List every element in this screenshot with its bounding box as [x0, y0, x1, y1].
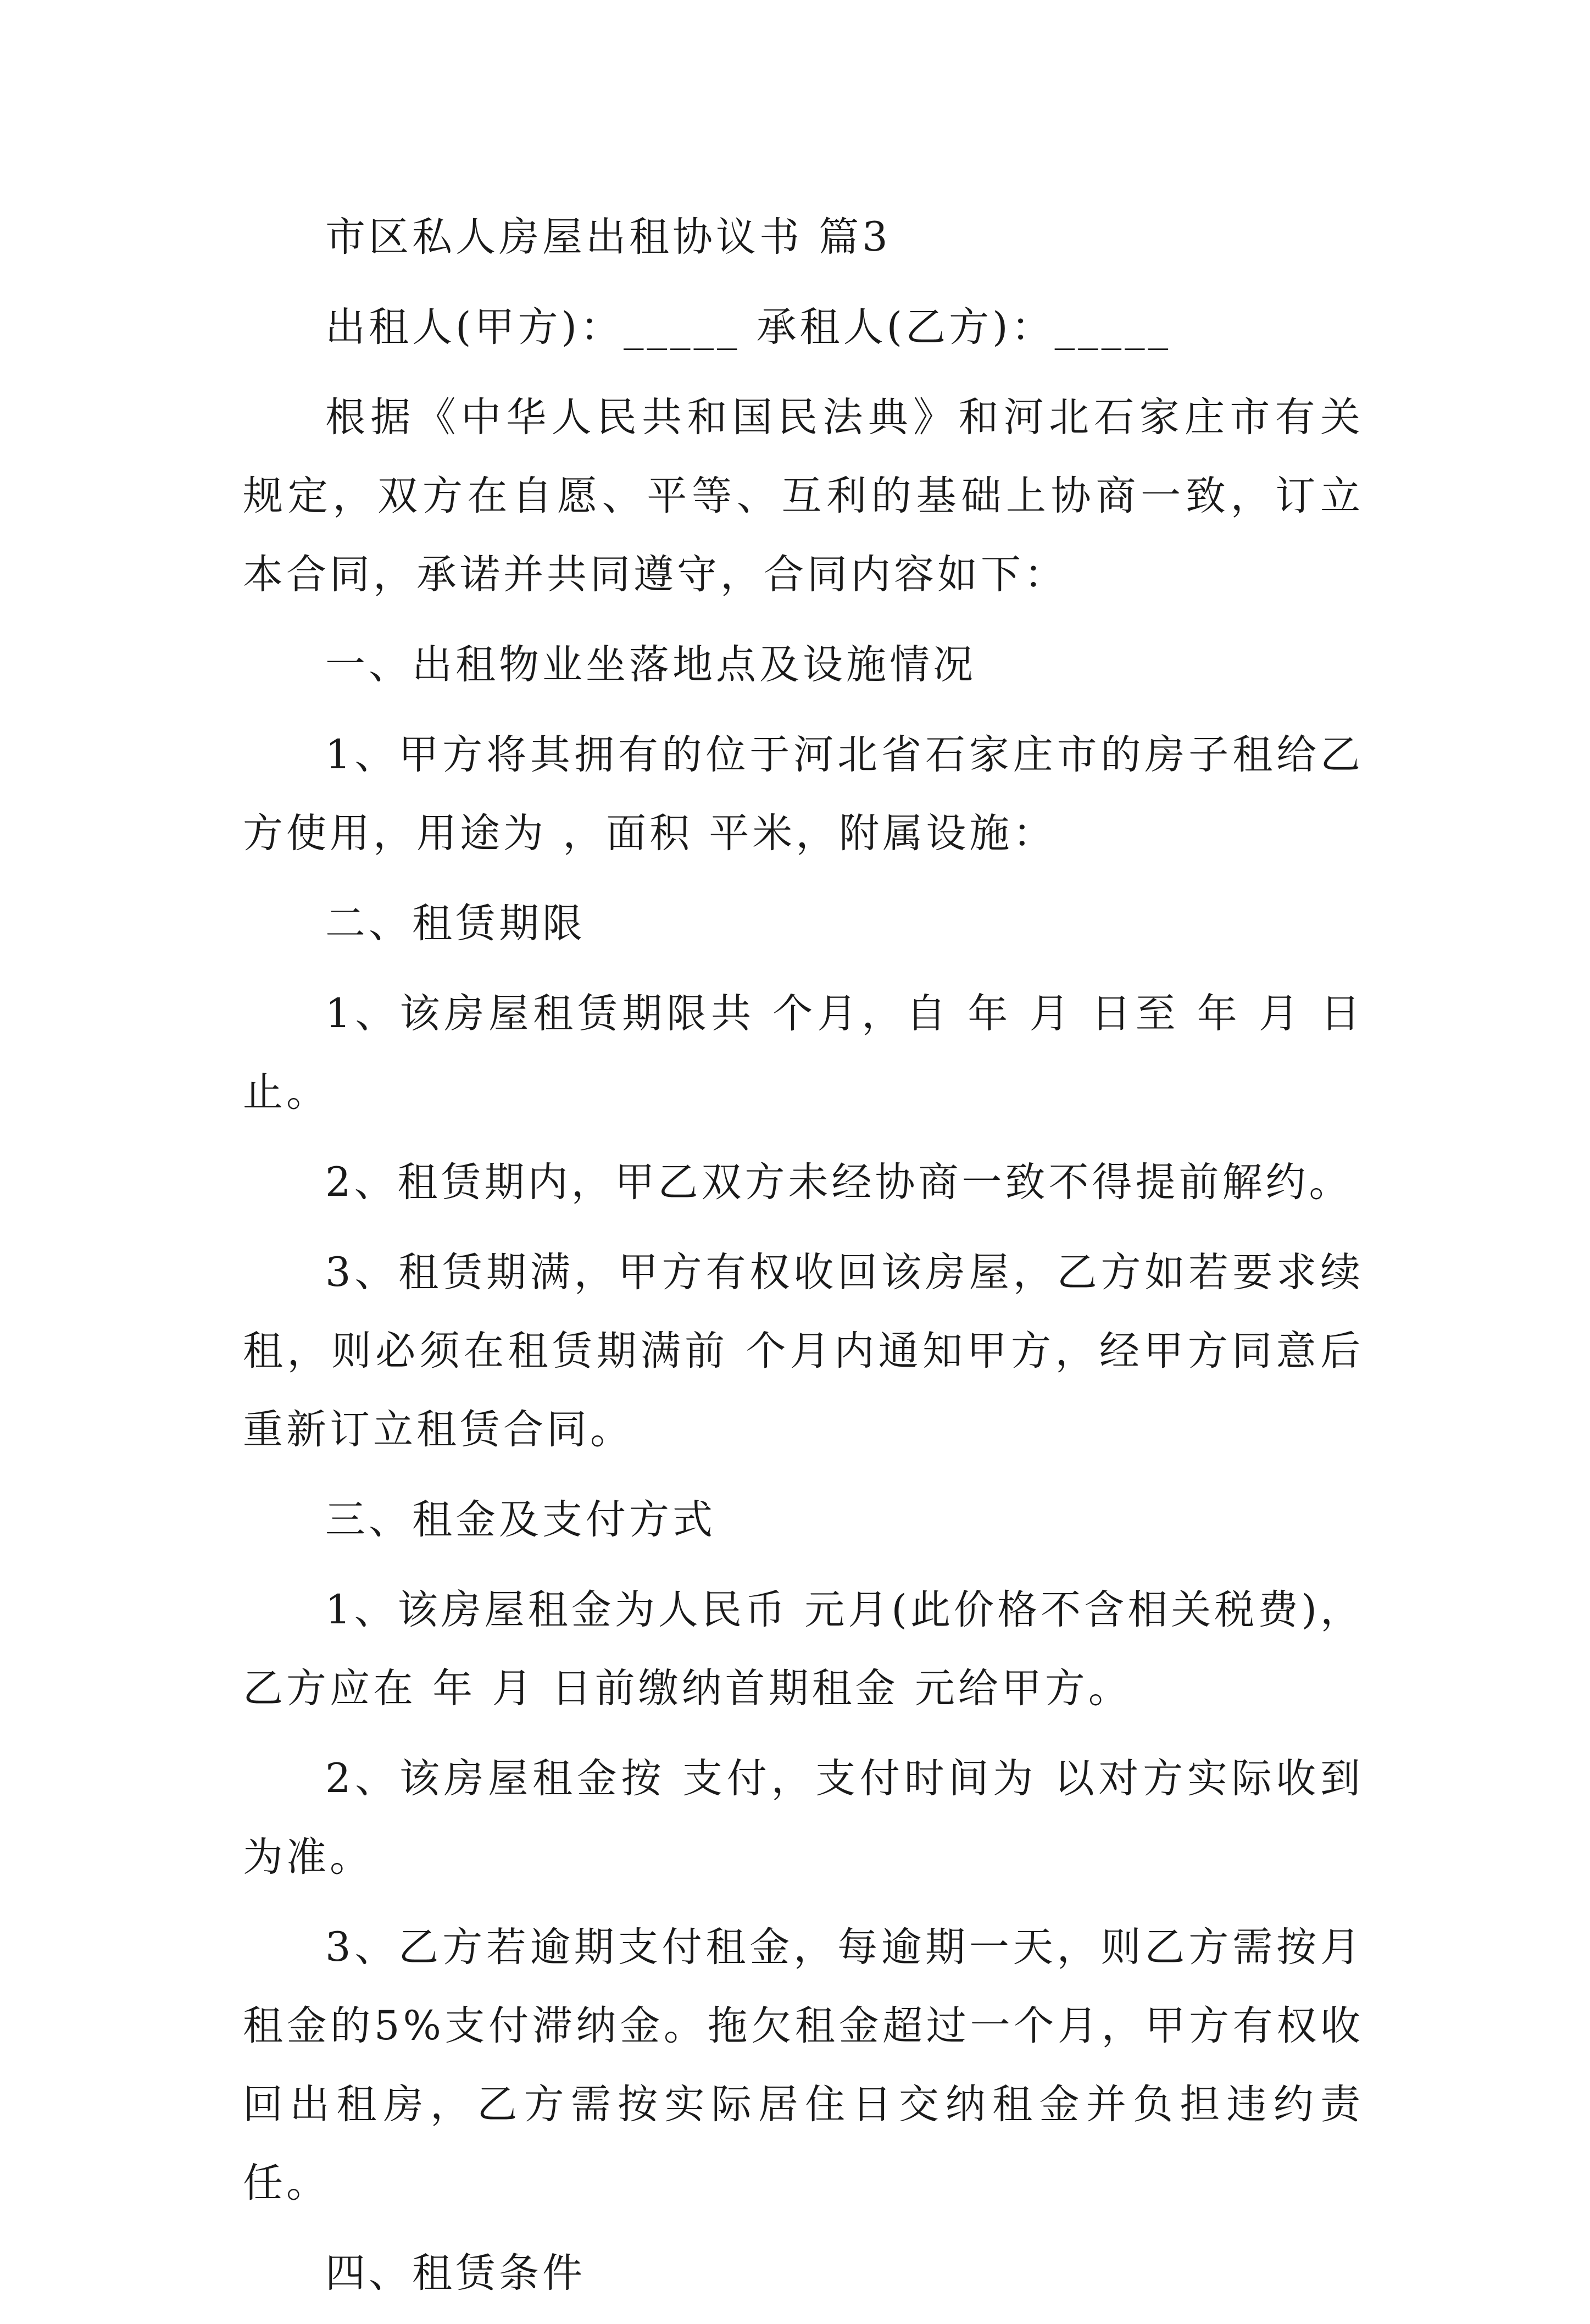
clause-2-2: 2、租赁期内，甲乙双方未经协商一致不得提前解约。	[325, 1159, 1353, 1206]
section-heading-3: 三、租金及支付方式	[325, 1496, 716, 1543]
clause-3-3: 3、乙方若逾期支付租金，每逾期一天，则乙方需按月租金的5%支付滞纳金。拖欠租金超过一个月，甲方有权收回出租房，乙方需按实际居住日交纳租金并负担违约责任。	[243, 1924, 1364, 2206]
section-heading-4: 四、租赁条件	[325, 2250, 586, 2297]
section-heading-1: 一、出租物业坐落地点及设施情况	[325, 641, 976, 688]
clause-1-1: 1、甲方将其拥有的位于河北省石家庄市的房子租给乙方使用，用途为 ，面积 平米，附属设施：	[243, 731, 1364, 857]
clause-3-2: 2、该房屋租金按 支付，支付时间为 以对方实际收到为准。	[243, 1755, 1364, 1881]
paragraph-preamble: 根据《中华人民共和国民法典》和河北石家庄市有关规定，双方在自愿、平等、互利的基础上协商一致，订立本合同，承诺并共同遵守，合同内容如下：	[243, 394, 1364, 598]
document-title: 市区私人房屋出租协议书 篇3	[325, 214, 891, 260]
clause-2-1: 1、该房屋租赁期限共 个月，自 年 月 日至 年 月 日止。	[243, 990, 1364, 1116]
clause-3-1: 1、该房屋租金为人民币 元月(此价格不含相关税费)，乙方应在 年 月 日前缴纳首期租金 元给甲方。	[243, 1587, 1364, 1712]
section-heading-2: 二、租赁期限	[325, 900, 586, 947]
document-body	[243, 198, 1364, 2324]
parties-line: 出租人(甲方)：_____ 承租人(乙方)：_____	[325, 304, 1172, 351]
clause-2-3: 3、租赁期满，甲方有权收回该房屋，乙方如若要求续租，则必须在租赁期满前 个月内通知甲方，经甲方同意后重新订立租赁合同。	[243, 1249, 1364, 1453]
